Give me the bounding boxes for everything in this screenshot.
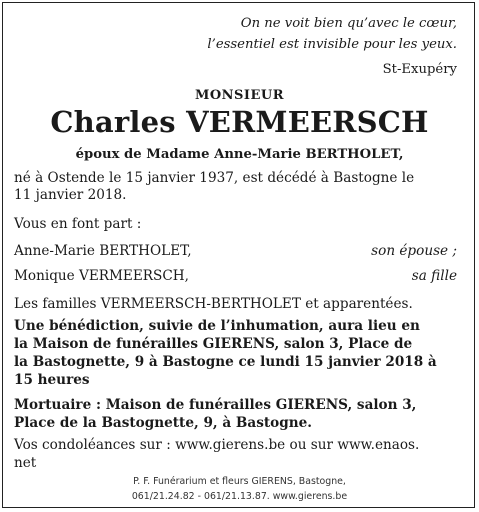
ceremony-line-1: Une bénédiction, suivie de l’inhumation, aura lieu en (14, 318, 420, 334)
mortuary-line-1: Mortuaire : Maison de funérailles GIERENS, salon 3, (14, 397, 417, 413)
announcement-line-1: né à Ostende le 15 janvier 1937, est décédé à Bastogne le (14, 170, 415, 186)
deceased-name: Charles VERMEERSCH (50, 105, 429, 139)
intro-text: Vous en font part : (14, 216, 142, 232)
footer-line-2: 061/21.24.82 - 061/21.13.87. www.gierens.be (131, 491, 348, 502)
honorific: MONSIEUR (194, 88, 285, 103)
families-line: Les familles VERMEERSCH-BERTHOLET et apparentées. (14, 296, 413, 312)
mortuary-line-2: Place de la Bastognette, 9, à Bastogne. (14, 415, 312, 431)
ceremony-line-3: la Bastognette, 9 à Bastogne ce lundi 15 janvier 2018 à (14, 354, 437, 370)
quote-line-1: On ne voit bien qu’avec le cœur, (240, 16, 457, 31)
footer-line-1: P. F. Funérarium et fleurs GIERENS, Bastogne, (133, 476, 346, 487)
announcement-line-2: 11 janvier 2018. (14, 187, 127, 203)
family-member-name: Monique VERMEERSCH, (14, 268, 189, 284)
ceremony-line-4: 15 heures (14, 372, 90, 388)
family-member-relation: sa fille (411, 268, 457, 284)
quote-author: St-Exupéry (382, 62, 457, 77)
spouse-line: époux de Madame Anne-Marie BERTHOLET, (75, 147, 404, 162)
family-member-relation: son épouse ; (371, 243, 457, 259)
ceremony-line-2: la Maison de funérailles GIERENS, salon 3, Place de (14, 336, 413, 352)
condolences-line-2: net (14, 455, 37, 471)
family-member-name: Anne-Marie BERTHOLET, (14, 243, 192, 259)
condolences-line-1: Vos condoléances sur : www.gierens.be ou sur www.enaos. (14, 437, 420, 453)
quote-line-2: l’essentiel est invisible pour les yeux. (207, 37, 457, 52)
